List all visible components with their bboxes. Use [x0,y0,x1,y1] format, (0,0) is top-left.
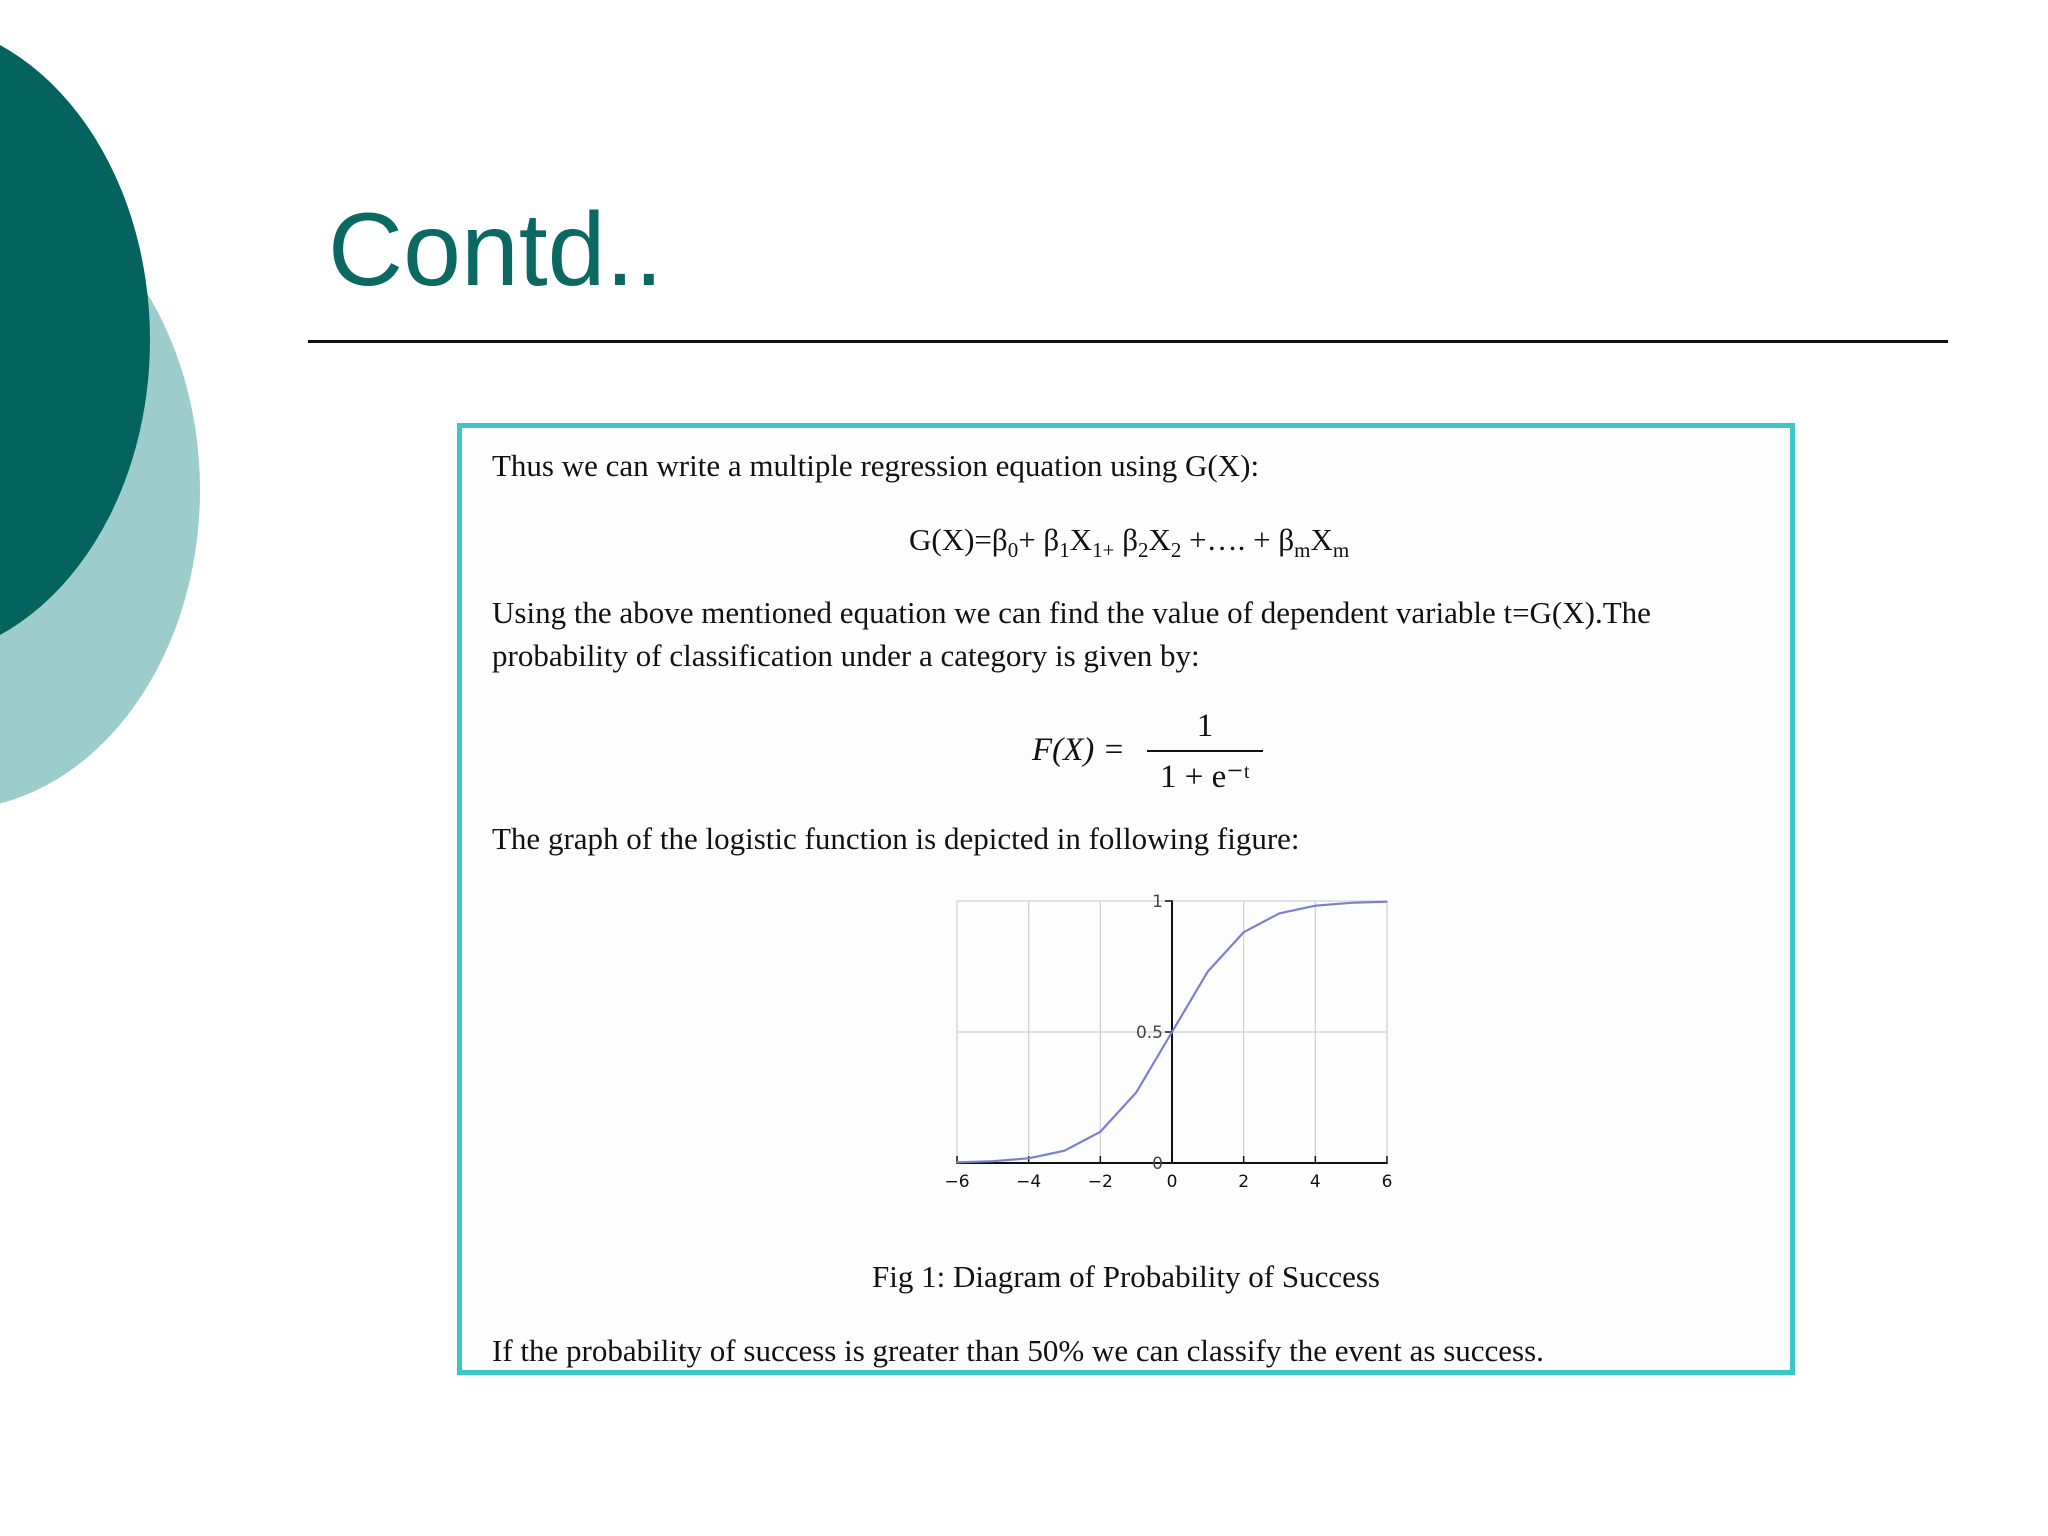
regression-equation [909,522,1349,563]
equation-subscript: 1 [1059,538,1070,563]
x-tick-label: 0 [1166,1172,1178,1188]
curve-point [1100,1131,1102,1133]
equation-part: +…. + β [1181,522,1295,557]
curve-point [1171,1031,1173,1033]
y-tick-label: 1 [1152,892,1163,912]
logistic-chart [922,888,1392,1188]
conclusion-text: If the probability of success is greater than 50% we can classify the event as success. [492,1333,1544,1368]
y-tick-label: 0.5 [1135,1023,1163,1043]
formula-fraction [1147,708,1263,796]
equation-subscript: 0 [1007,538,1019,563]
formula-denominator: 1 + e⁻ᵗ [1160,759,1250,795]
explanation-line-2: probability of classification under a category is given by: [492,638,1200,673]
x-tick-label: 2 [1238,1172,1250,1188]
curve-point [1207,971,1209,973]
x-tick-label: 4 [1309,1172,1321,1188]
formula-numerator: 1 [1196,708,1214,744]
curve-point [1279,913,1281,915]
y-tick-label: 0 [1152,1154,1163,1174]
curve-point [956,1162,958,1164]
equation-subscript: 2 [1170,538,1182,563]
figure-caption: Fig 1: Diagram of Probability of Success [872,1259,1380,1294]
curve-point [1135,1092,1137,1094]
intro-text: Thus we can write a multiple regression equation using G(X): [492,448,1260,483]
slide-title: Contd.. [328,192,664,308]
explanation-line-1: Using the above mentioned equation we can find the value of dependent variable t=G(X).The [492,595,1651,630]
equation-subscript: 2 [1137,538,1149,563]
x-tick-label: −4 [1016,1172,1042,1188]
x-tick-label: −6 [944,1172,970,1188]
curve-point [1386,901,1388,903]
graph-intro-text: The graph of the logistic function is depicted in following figure: [492,821,1300,856]
equation-part: + β [1018,522,1060,557]
curve-point [1064,1150,1066,1152]
equation-part: X [1069,522,1093,557]
equation-subscript: m [1332,538,1350,563]
equation-part: X [1310,522,1333,557]
curve-point [1350,902,1352,904]
equation-part: G(X)=β [909,522,1008,557]
curve-point [1028,1157,1030,1159]
curve-point [1243,931,1245,933]
equation-part: X [1148,522,1171,557]
equation-subscript: 1+ [1092,538,1115,563]
x-tick-label: −2 [1087,1172,1113,1188]
content-panel [457,423,1795,1375]
curve-point [1315,905,1317,907]
equation-subscript: m [1294,538,1311,563]
formula-lhs: F(X) = [1032,732,1125,768]
equation-part: β [1114,522,1138,557]
x-tick-label: 6 [1381,1172,1392,1188]
curve-point [992,1160,994,1162]
title-divider [308,340,1948,343]
